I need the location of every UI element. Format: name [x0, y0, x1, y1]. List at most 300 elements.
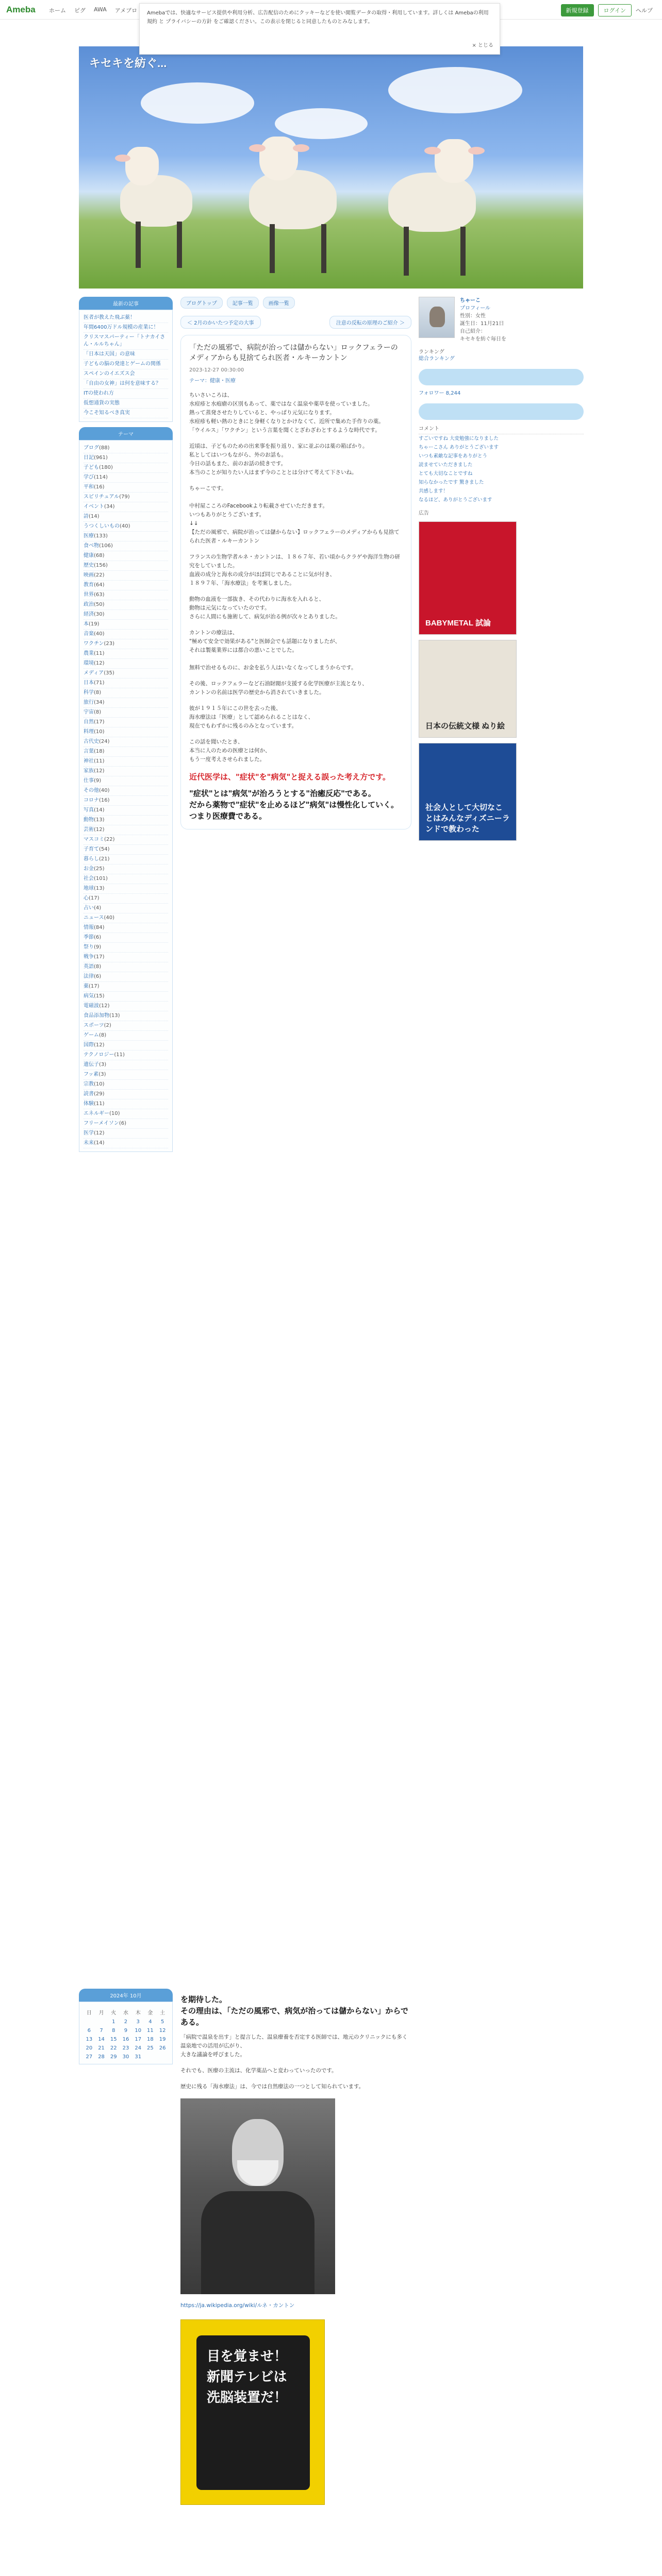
nav-pigg[interactable]: ピグ — [74, 7, 86, 14]
theme-link[interactable] — [84, 776, 168, 786]
comment-item[interactable]: とても大切なことですね — [419, 471, 473, 477]
theme-count: (9) — [94, 944, 102, 950]
theme-link[interactable] — [84, 835, 168, 845]
theme-name[interactable]: イベント — [84, 504, 104, 510]
calendar-weekday: 火 — [111, 2010, 117, 2016]
theme-link[interactable] — [84, 806, 168, 816]
cloud-divider — [419, 369, 584, 385]
theme-link[interactable] — [84, 874, 168, 884]
cloud-shape — [275, 108, 368, 139]
profile-info — [460, 297, 506, 343]
theme-name[interactable]: 旅行 — [84, 700, 94, 705]
theme-count: (8) — [94, 964, 102, 970]
theme-name[interactable]: 子育て — [84, 846, 99, 852]
theme-name[interactable]: 科学 — [84, 690, 94, 696]
theme-name[interactable]: お金 — [84, 866, 94, 872]
theme-link[interactable] — [84, 1021, 168, 1031]
theme-name[interactable]: ブログ — [84, 445, 99, 451]
calendar-day[interactable]: 7 — [100, 2028, 103, 2033]
theme-link[interactable] — [84, 444, 168, 453]
theme-name[interactable]: 教育 — [84, 582, 94, 588]
article-paragraph: それでも、医療の主流は、化学薬品へと変わっていったのです。 — [180, 2067, 337, 2074]
lamb-leg — [270, 224, 275, 273]
theme-name[interactable]: 社会 — [84, 876, 94, 882]
signup-button[interactable]: 新規登録 — [561, 4, 594, 16]
theme-count: (40) — [104, 915, 115, 921]
theme-link[interactable] — [84, 483, 168, 493]
calendar-day[interactable]: 24 — [135, 2045, 142, 2051]
theme-name[interactable]: 法律 — [84, 974, 94, 979]
themes-list — [79, 440, 173, 1152]
calendar-day[interactable]: 3 — [136, 2019, 140, 2025]
theme-count: (16) — [94, 484, 105, 490]
comment-item[interactable]: いつも素敵な記事をありがとう — [419, 453, 488, 459]
theme-name[interactable]: 食品添加物 — [84, 1013, 109, 1019]
calendar-day[interactable]: 27 — [86, 2054, 93, 2060]
theme-count: (106) — [99, 543, 113, 549]
theme-name[interactable]: 本 — [84, 621, 89, 627]
nav-awa[interactable]: AWA — [94, 6, 107, 13]
theme-link[interactable] — [84, 541, 168, 551]
theme-name[interactable]: テクノロジー — [84, 1052, 114, 1058]
book-ads — [419, 521, 584, 841]
article-title[interactable]: 「ただの風邪で、病院が治っては儲からない」ロックフェラーのメディアからも見捨てられ医者・ルキーカントン — [189, 344, 398, 362]
theme-link[interactable] — [84, 825, 168, 835]
theme-link[interactable] — [84, 698, 168, 708]
theme-link[interactable] — [84, 953, 168, 962]
theme-name[interactable]: 宗教 — [84, 1081, 94, 1087]
theme-link[interactable] — [84, 620, 168, 630]
lamb-body — [249, 170, 337, 229]
comment-item[interactable]: 共感します！ — [419, 488, 449, 494]
theme-link[interactable] — [84, 688, 168, 698]
theme-link[interactable] — [84, 1099, 168, 1109]
theme-name[interactable]: 暮らし — [84, 856, 99, 862]
theme-name[interactable]: 未来 — [84, 1140, 94, 1146]
theme-link[interactable] — [84, 590, 168, 600]
book-cover-title: 目を覚ませ！新聞テレビは洗脳装置だ！ — [196, 2335, 310, 2490]
theme-name[interactable]: 食べ物 — [84, 543, 99, 549]
theme-name[interactable]: 自然 — [84, 719, 94, 725]
theme-name[interactable]: 病気 — [84, 993, 94, 999]
theme-name[interactable]: フリーメイソン — [84, 1121, 119, 1126]
recent-entry-link[interactable]: 「日本は天国」の意味 — [84, 350, 168, 360]
theme-name[interactable]: ワクチン — [84, 641, 104, 647]
lower-main-column — [180, 1989, 411, 2505]
theme-link[interactable] — [84, 639, 168, 649]
theme-name[interactable]: うつくしいもの — [84, 523, 120, 529]
top-right-actions — [561, 4, 653, 16]
theme-name[interactable]: 音楽 — [84, 631, 94, 637]
theme-name[interactable]: 占い — [84, 905, 94, 911]
ranking-link[interactable]: 総合ランキング — [419, 356, 455, 362]
theme-link[interactable] — [84, 737, 168, 747]
theme-link[interactable] — [84, 747, 168, 757]
cookie-notice-text: Amebaでは、快適なサービス提供や利用分析、広告配信のためにクッキーなどを使い閲覧データの取得・利用しています。詳しくは Amebaの利用規約 と プライバシーの方針 をご確認ください。この表示を閉じると同意したものとみなします。 — [147, 10, 489, 25]
theme-link[interactable] — [84, 1070, 168, 1080]
cloud-shape — [141, 82, 254, 124]
theme-name[interactable]: ニュース — [84, 915, 104, 921]
theme-count: (17) — [94, 719, 105, 725]
theme-link[interactable] — [84, 982, 168, 992]
theme-count: (12) — [94, 768, 105, 774]
tab-image-list[interactable]: 画像一覧 — [263, 297, 295, 309]
entry-navigation — [180, 316, 411, 329]
comment-item[interactable]: すごいですね 大変勉強になりました — [419, 436, 499, 442]
calendar-day[interactable]: 19 — [159, 2037, 166, 2042]
theme-name[interactable]: 宇宙 — [84, 709, 94, 715]
article — [180, 335, 411, 829]
theme-count: (50) — [94, 602, 105, 607]
theme-link[interactable] — [84, 679, 168, 688]
calendar-day[interactable]: 6 — [87, 2028, 91, 2033]
theme-name[interactable]: スポーツ — [84, 1023, 104, 1028]
theme-link[interactable] — [84, 502, 168, 512]
theme-name[interactable]: 仕事 — [84, 778, 94, 784]
theme-count: (6) — [94, 974, 102, 979]
theme-link[interactable] — [84, 992, 168, 1002]
comments-list — [419, 434, 584, 504]
theme-link[interactable] — [84, 522, 168, 532]
theme-count: (12) — [94, 1130, 105, 1136]
lamb-head — [259, 137, 298, 180]
theme-link[interactable] — [84, 512, 168, 522]
theme-count: (12) — [94, 660, 105, 666]
tab-blog-top[interactable]: ブログトップ — [180, 297, 223, 309]
theme-name[interactable]: マスコミ — [84, 837, 104, 842]
theme-count: (14) — [89, 514, 100, 519]
theme-count: (68) — [94, 553, 105, 558]
ameba-logo[interactable]: Ameba — [6, 5, 36, 14]
theme-name[interactable]: 健康 — [84, 553, 94, 558]
theme-link[interactable] — [84, 1139, 168, 1148]
calendar-day[interactable]: 16 — [122, 2037, 129, 2042]
theme-link[interactable] — [84, 473, 168, 483]
theme-link[interactable] — [84, 630, 168, 639]
theme-count: (64) — [94, 582, 105, 588]
theme-count: (12) — [99, 1003, 110, 1009]
theme-link[interactable] — [84, 757, 168, 767]
calendar-weekday: 金 — [147, 2010, 153, 2016]
theme-count: (17) — [89, 895, 100, 901]
profile-birthday: 誕生日：11月21日 — [460, 321, 504, 327]
comment-item[interactable]: 知らなかったです 驚きました — [419, 480, 484, 485]
profile-link[interactable]: プロフィール — [460, 306, 490, 311]
theme-link[interactable] — [84, 943, 168, 953]
cloud-divider — [419, 403, 584, 420]
theme-link[interactable] — [84, 708, 168, 718]
theme-name[interactable]: 料理 — [84, 729, 94, 735]
calendar-day[interactable]: 31 — [135, 2054, 142, 2060]
article-theme[interactable]: テーマ：健康・医療 — [189, 378, 236, 384]
theme-name[interactable]: 医療 — [84, 533, 94, 539]
theme-name[interactable]: 芸術 — [84, 827, 94, 833]
theme-link[interactable] — [84, 1050, 168, 1060]
theme-link[interactable] — [84, 1119, 168, 1129]
comment-item[interactable]: ちゃーこさん ありがとうございます — [419, 445, 499, 450]
theme-count: (13) — [94, 817, 105, 823]
theme-link[interactable] — [84, 816, 168, 825]
theme-name[interactable]: 詩 — [84, 514, 89, 519]
right-sidebar — [419, 297, 584, 841]
lamb-ear — [249, 144, 266, 152]
theme-name[interactable]: 電磁波 — [84, 1003, 99, 1009]
theme-name[interactable]: 写真 — [84, 807, 94, 813]
theme-link[interactable] — [84, 786, 168, 796]
theme-name[interactable]: 季節 — [84, 935, 94, 940]
theme-count: (961) — [94, 455, 108, 461]
theme-name[interactable]: 医学 — [84, 1130, 94, 1136]
profile-intro: キセキを紡ぐ毎日を — [460, 336, 506, 342]
theme-name[interactable]: フッ素 — [84, 1072, 99, 1077]
nav-home[interactable]: ホーム — [49, 7, 66, 14]
theme-link[interactable] — [84, 581, 168, 590]
theme-name[interactable]: 平和 — [84, 484, 94, 490]
calendar-day[interactable]: 11 — [147, 2028, 154, 2033]
theme-name[interactable]: 戦争 — [84, 954, 94, 960]
recent-entry-link[interactable]: スペインのイエズス会 — [84, 369, 168, 379]
prev-entry-link[interactable]: ＜ 2月のかいたつ予定の大事 — [180, 316, 261, 329]
recent-entry-link[interactable]: 医者が教えた飛ぶ薬！ — [84, 313, 168, 323]
calendar-day[interactable]: 4 — [148, 2019, 152, 2025]
theme-count: (13) — [94, 886, 105, 891]
help-link[interactable]: ヘルプ — [636, 7, 653, 14]
theme-name[interactable]: 政治 — [84, 602, 94, 607]
theme-link[interactable] — [84, 845, 168, 855]
recent-entries-list — [79, 310, 173, 422]
theme-link[interactable] — [84, 493, 168, 502]
book-cover-image[interactable] — [180, 2319, 325, 2505]
theme-count: (22) — [104, 837, 115, 842]
theme-link[interactable] — [84, 669, 168, 679]
theme-count: (8) — [94, 690, 102, 696]
theme-name[interactable]: 経済 — [84, 612, 94, 617]
recent-entry-link[interactable]: ITの使われ方 — [84, 389, 168, 399]
theme-link[interactable] — [84, 1060, 168, 1070]
theme-link[interactable] — [84, 659, 168, 669]
blog-title[interactable]: キセキを紡ぐ... — [89, 57, 167, 70]
theme-link[interactable] — [84, 767, 168, 776]
book-ad[interactable] — [419, 521, 517, 635]
theme-link[interactable] — [84, 923, 168, 933]
follower-count[interactable]: フォロワー 8,244 — [419, 391, 461, 396]
cookie-notice — [139, 3, 500, 55]
theme-count: (180) — [99, 465, 113, 470]
calendar-day[interactable]: 17 — [135, 2037, 142, 2042]
theme-link[interactable] — [84, 933, 168, 943]
recent-entries-heading: 最新の記事 — [79, 297, 173, 310]
theme-link[interactable] — [84, 610, 168, 620]
calendar-weekday: 水 — [123, 2010, 128, 2016]
calendar-day[interactable]: 5 — [160, 2019, 164, 2025]
article-paragraph: 歴史に残る「海水療法」は、今では自然療法の一つとして知られています。 — [180, 2083, 365, 2090]
avatar[interactable] — [419, 297, 455, 338]
calendar-day[interactable]: 25 — [147, 2045, 154, 2051]
recent-entry-link[interactable]: 「自由の女神」は何を意味する？ — [84, 379, 168, 389]
theme-name[interactable]: 祭り — [84, 944, 94, 950]
theme-link[interactable] — [84, 904, 168, 913]
calendar-day[interactable]: 28 — [98, 2054, 105, 2060]
cookie-notice-close-button[interactable]: × とじる — [472, 43, 493, 48]
calendar-weekday: 日 — [86, 2010, 92, 2016]
theme-link[interactable] — [84, 453, 168, 463]
calendar-day[interactable]: 1 — [112, 2019, 115, 2025]
theme-link[interactable] — [84, 551, 168, 561]
theme-name[interactable]: メディア — [84, 670, 104, 676]
theme-link[interactable] — [84, 894, 168, 904]
theme-name[interactable]: 読書 — [84, 1091, 94, 1097]
themes-heading: テーマ — [79, 427, 173, 440]
theme-link[interactable] — [84, 463, 168, 473]
tab-entry-list[interactable]: 記事一覧 — [227, 297, 259, 309]
theme-link[interactable] — [84, 1090, 168, 1099]
theme-count: (12) — [94, 1042, 105, 1048]
calendar-day[interactable]: 10 — [135, 2028, 142, 2033]
calendar-day[interactable]: 29 — [110, 2054, 117, 2060]
theme-name[interactable]: ゲーム — [84, 1032, 99, 1038]
theme-link[interactable] — [84, 865, 168, 874]
next-entry-link[interactable]: 注意の反転の原理のご紹介 ＞ — [329, 316, 411, 329]
theme-name[interactable]: 動物 — [84, 817, 94, 823]
theme-link[interactable] — [84, 1031, 168, 1041]
calendar-day[interactable]: 12 — [159, 2028, 166, 2033]
comment-item[interactable]: 読ませていただきました — [419, 462, 473, 468]
theme-name[interactable]: 遺伝子 — [84, 1062, 99, 1067]
theme-name[interactable]: コロナ — [84, 798, 99, 803]
theme-name[interactable]: 世界 — [84, 592, 94, 598]
theme-name[interactable]: 英語 — [84, 964, 94, 970]
theme-name[interactable]: スピリチュアル — [84, 494, 120, 500]
lamb-ear — [293, 144, 309, 152]
theme-name[interactable]: 家族 — [84, 768, 94, 774]
theme-link[interactable] — [84, 972, 168, 982]
theme-name[interactable]: 子ども — [84, 465, 99, 470]
theme-count: (23) — [104, 641, 115, 647]
theme-link[interactable] — [84, 600, 168, 610]
theme-link[interactable] — [84, 718, 168, 727]
theme-count: (11) — [94, 1101, 105, 1107]
theme-link[interactable] — [84, 855, 168, 865]
calendar-day[interactable]: 18 — [147, 2037, 154, 2042]
theme-name[interactable]: 情報 — [84, 925, 94, 930]
profile-name[interactable]: ちゃーこ — [460, 298, 481, 303]
comment-item[interactable]: なるほど、ありがとうございます — [419, 497, 492, 503]
theme-link[interactable] — [84, 1002, 168, 1011]
theme-link[interactable] — [84, 1041, 168, 1050]
theme-count: (12) — [94, 827, 105, 833]
theme-name[interactable]: 歴史 — [84, 563, 94, 568]
theme-link[interactable] — [84, 1011, 168, 1021]
login-button[interactable]: ログイン — [598, 4, 632, 16]
calendar-day[interactable]: 13 — [86, 2037, 93, 2042]
theme-name[interactable]: 農業 — [84, 651, 94, 656]
theme-count: (40) — [99, 788, 110, 793]
theme-name[interactable]: 心 — [84, 895, 89, 901]
theme-name[interactable]: 体験 — [84, 1101, 94, 1107]
theme-link[interactable] — [84, 884, 168, 894]
theme-link[interactable] — [84, 649, 168, 659]
theme-name[interactable]: エネルギー — [84, 1111, 109, 1116]
theme-name[interactable]: 学び — [84, 474, 94, 480]
recent-entry-link[interactable]: 年間6400万ドル規模の産業に！ — [84, 323, 168, 333]
lamb-ear — [115, 155, 130, 162]
theme-link[interactable] — [84, 727, 168, 737]
lamb-body — [120, 175, 192, 227]
theme-link[interactable] — [84, 1129, 168, 1139]
theme-count: (6) — [94, 935, 102, 940]
recent-entry-link[interactable]: 子どもの脳の発達とゲームの関係 — [84, 360, 168, 369]
theme-name[interactable]: 地球 — [84, 886, 94, 891]
theme-name[interactable]: その他 — [84, 788, 99, 793]
theme-link[interactable] — [84, 962, 168, 972]
profile-intro-label: 自己紹介： — [460, 329, 486, 334]
calendar-day[interactable]: 15 — [110, 2037, 117, 2042]
theme-count: (14) — [94, 1140, 105, 1146]
theme-name[interactable]: 古代史 — [84, 739, 99, 744]
calendar-day[interactable]: 8 — [112, 2028, 115, 2033]
theme-name[interactable]: 日本 — [84, 680, 94, 686]
calendar-day[interactable]: 26 — [159, 2045, 166, 2051]
emphasis-red: 近代医学は、"症状"を"病気"と捉える誤った考え方です。 — [189, 772, 391, 782]
nav-ameblo[interactable]: アメブロ — [114, 7, 138, 14]
lamb-leg — [136, 222, 141, 268]
book-ad[interactable] — [419, 743, 517, 841]
calendar-day[interactable]: 20 — [86, 2045, 93, 2051]
theme-name[interactable]: 国際 — [84, 1042, 94, 1048]
theme-link[interactable] — [84, 1080, 168, 1090]
blog-header-image[interactable] — [79, 46, 583, 289]
theme-name[interactable]: 薬 — [84, 984, 89, 989]
theme-count: (34) — [94, 700, 105, 705]
theme-name[interactable]: 神社 — [84, 758, 94, 764]
calendar-day[interactable]: 2 — [124, 2019, 128, 2025]
theme-link[interactable] — [84, 532, 168, 541]
article-paragraph: ちいさいころは、 水痘疹と水疱瘡の区別もあって、薬ではなく温泉や薬草を使っていました。 熱って蒸発させたりしていると、やっぱり元気になります。 水痘疹も軽い熱のときにと身軽くなりとかけなくて、近所で集めた手作りの薬。 「ウイルス」「ワクチン」という言葉を聞くとざわざわとするような時代です。 — [189, 392, 384, 433]
recent-entry-link[interactable]: クリスマスパーティー「トナカイさん・ルルちゃん」 — [84, 333, 168, 350]
theme-link[interactable] — [84, 913, 168, 923]
theme-count: (54) — [99, 846, 110, 852]
calendar-day[interactable]: 23 — [122, 2045, 129, 2051]
theme-name[interactable]: 環境 — [84, 660, 94, 666]
book-ad[interactable] — [419, 640, 517, 738]
theme-name[interactable]: 映画 — [84, 572, 94, 578]
book-ad-title: 日本の伝統文様 ぬり絵 — [425, 722, 505, 731]
theme-count: (40) — [120, 523, 130, 529]
theme-link[interactable] — [84, 796, 168, 806]
lamb-leg — [321, 224, 326, 273]
calendar-blank — [84, 2018, 95, 2026]
recent-entry-link[interactable]: 今こそ知るべき真実 — [84, 409, 168, 418]
theme-name[interactable]: 日記 — [84, 455, 94, 461]
calendar-day[interactable]: 22 — [110, 2045, 117, 2051]
calendar-day[interactable]: 30 — [122, 2054, 129, 2060]
image-caption-link[interactable]: https://ja.wikipedia.org/wiki/ルネ・カントン — [180, 2302, 295, 2309]
theme-link[interactable] — [84, 1109, 168, 1119]
portrait-coat — [201, 2191, 315, 2294]
theme-count: (10) — [109, 1111, 120, 1116]
ad-label: 広告 — [419, 511, 429, 516]
calendar-day[interactable]: 21 — [98, 2045, 105, 2051]
theme-count: (35) — [104, 670, 114, 676]
theme-link[interactable] — [84, 561, 168, 571]
theme-name[interactable]: 言葉 — [84, 749, 94, 754]
recent-entry-link[interactable]: 仮想通貨の実態 — [84, 399, 168, 409]
theme-count: (13) — [109, 1013, 120, 1019]
calendar-day[interactable]: 9 — [124, 2028, 128, 2033]
theme-count: (84) — [94, 925, 105, 930]
theme-link[interactable] — [84, 571, 168, 581]
calendar-day[interactable]: 14 — [98, 2037, 105, 2042]
